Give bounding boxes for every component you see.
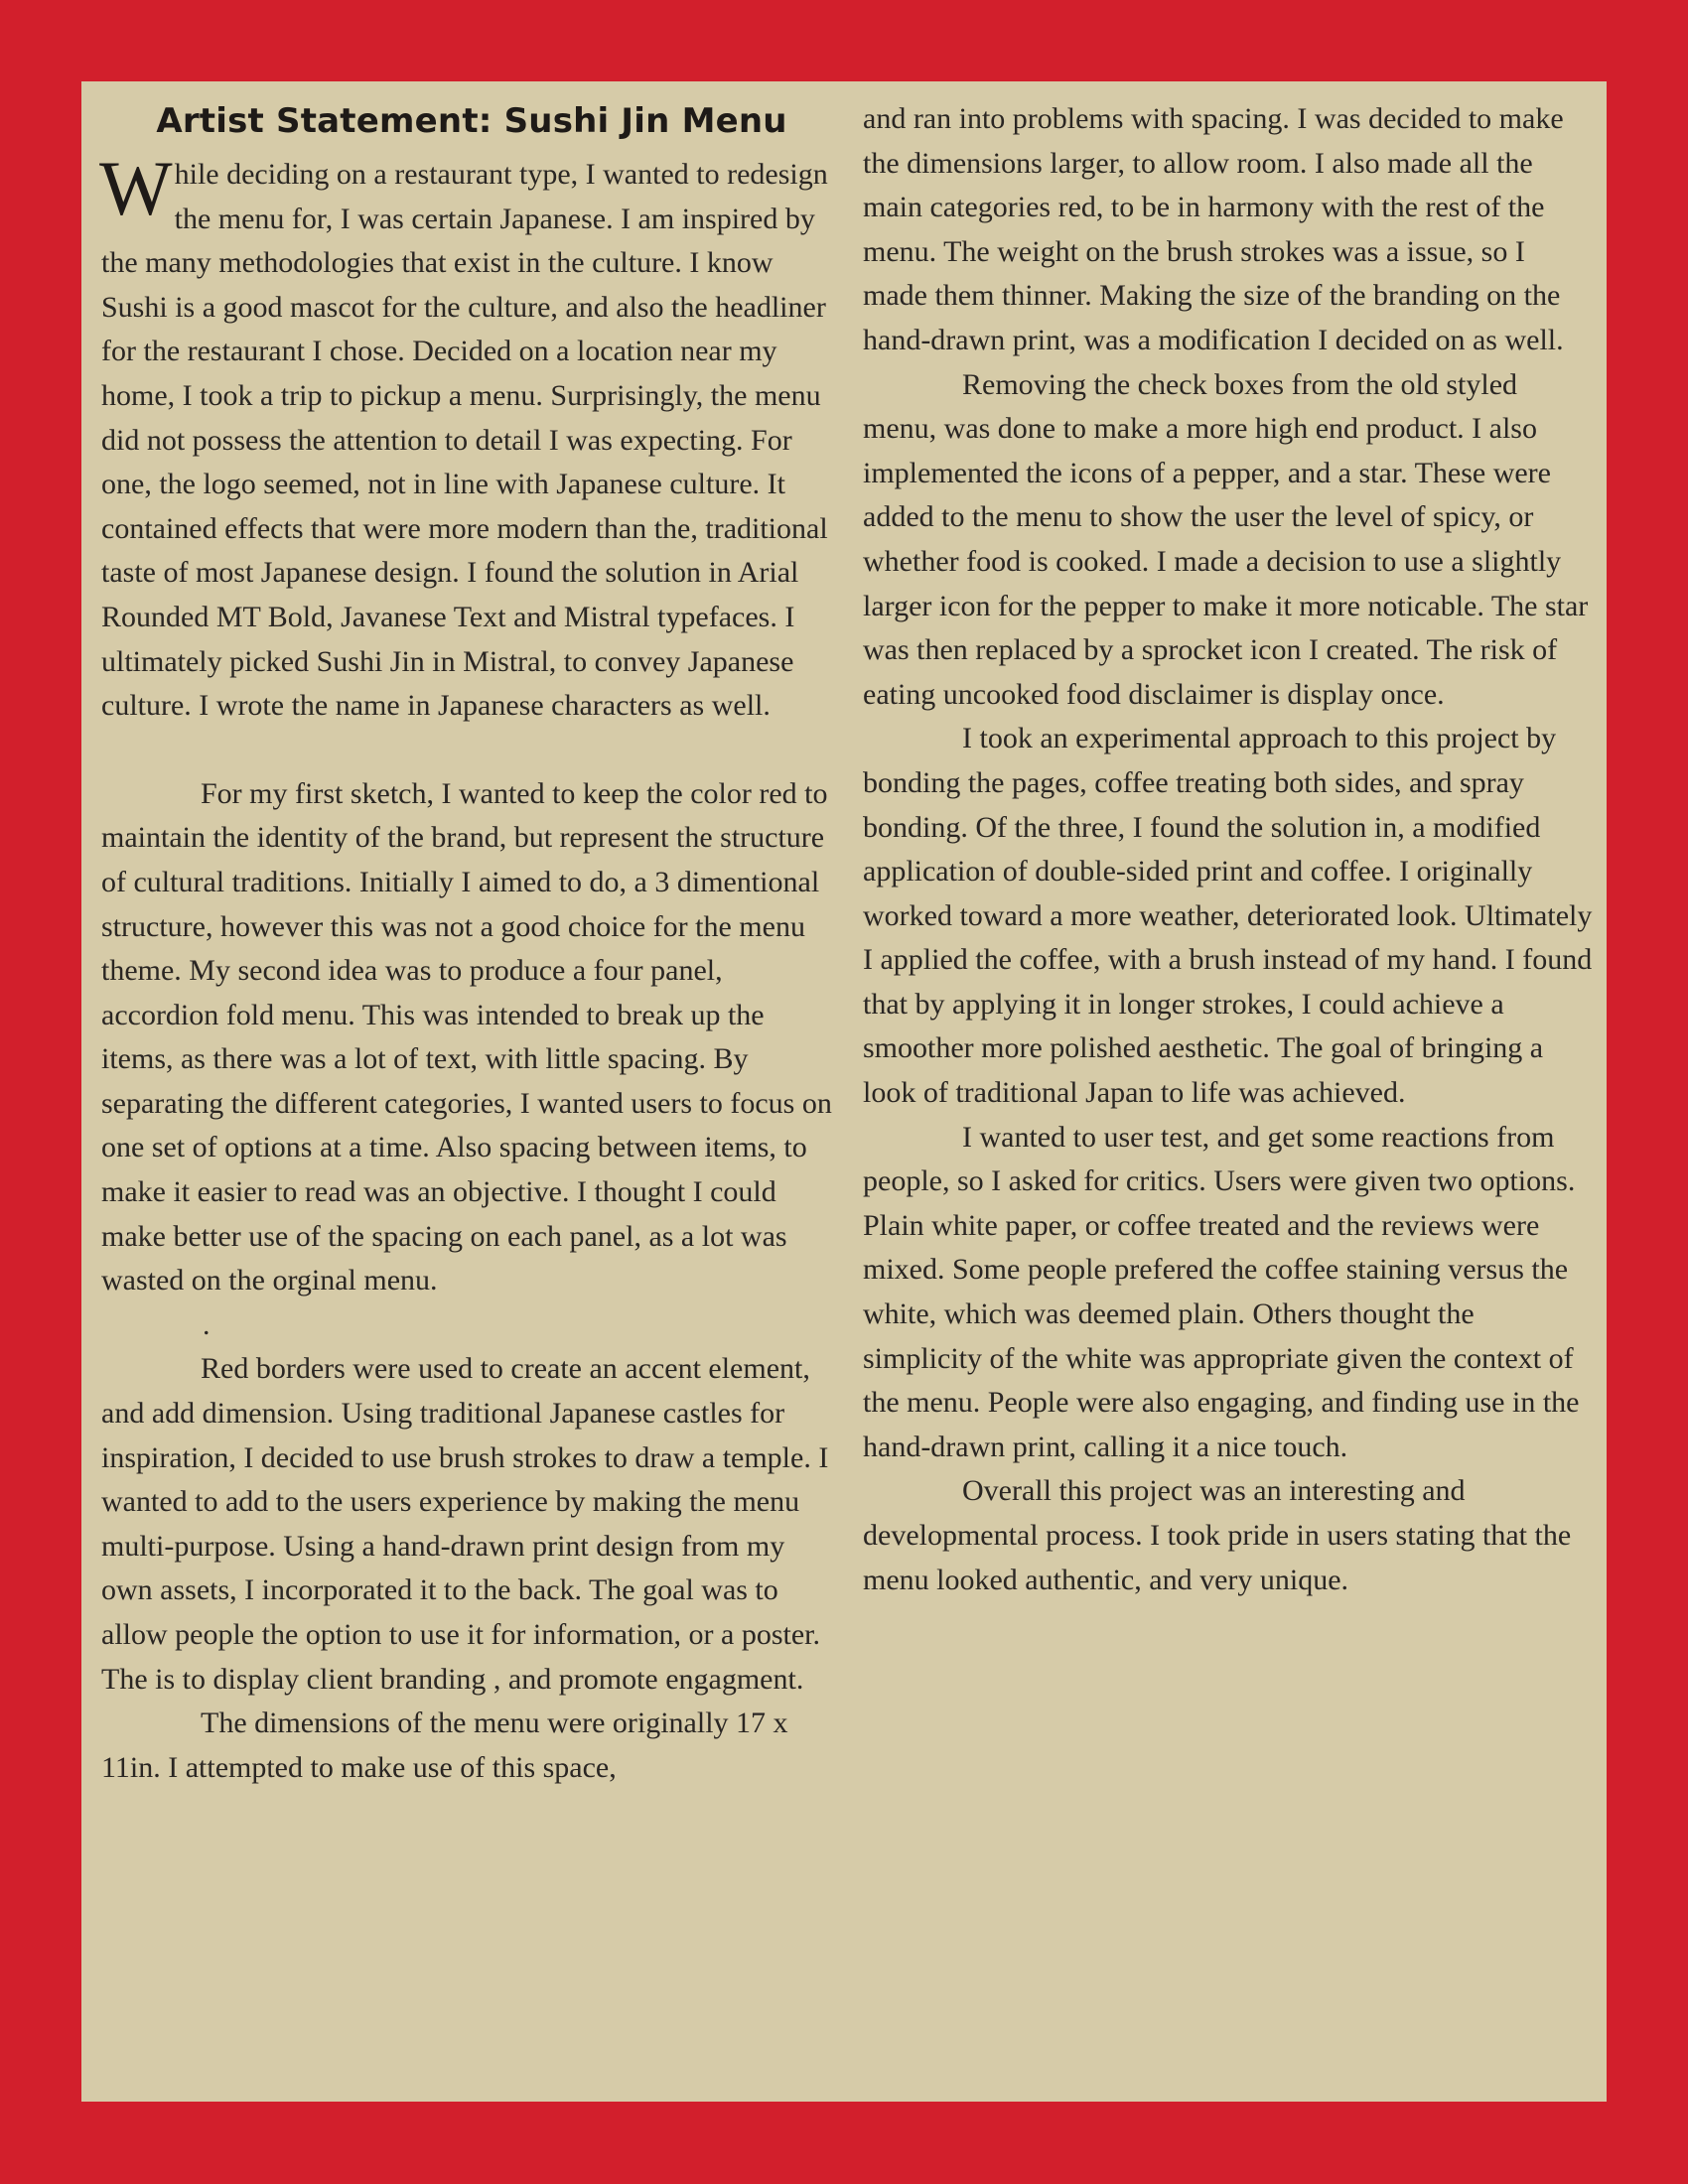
paragraph-first-sketch: For my first sketch, I wanted to keep the color red to maintain the identity of the brand, but represent the structure of cultural traditions. Initially I aimed to do, a 3 dimentional structure, however this was not a good choice for the menu theme. My second idea was to produce a four panel, accordion fold menu. This was intended to break up the items, as there was a lot of text, with little spacing. By separating the different categories, I wanted users to focus on one set of options at a time. Also spacing between items, to make it easier to read was an objective. I thought I could make better use of the spacing on each panel, as a lot was wasted on the orginal menu.	[101, 776, 832, 1297]
stray-dot: .	[203, 1307, 211, 1341]
page-title: Artist Statement: Sushi Jin Menu	[156, 101, 787, 141]
left-column	[101, 81, 842, 1790]
right-column	[863, 97, 1593, 1602]
paragraph-intro-text: hile deciding on a restaurant type, I wanted to redesign the menu for, I was certain Japanese. I am inspired by the many methodologies that exist in the culture. I know Sushi is a good mascot for the culture, and also the headliner for the restaurant I chose. Decided on a location near my home, I took a trip to pickup a menu. Surprisingly, the menu did not possess the attention to detail I was expecting. For one, the logo seemed, not in line with Japanese culture. It contained effects that were more modern than the, traditional taste of most Japanese design. I found the solution in Arial Rounded MT Bold, Javanese Text and Mistral typefaces. I ultimately picked Sushi Jin in Mistral, to convey Japanese culture. I wrote the name in Japanese characters as well.	[101, 158, 828, 723]
paragraph-intro	[99, 145, 842, 729]
paragraph-red-borders: Red borders were used to create an accent element, and add dimension. Using traditional Japanese castles for inspiration, I decided to use brush strokes to draw a temple. I wanted to add to the users experience by making the menu multi-purpose. Using a hand-drawn print design from my own assets, I incorporated it to the back. The goal was to allow people the option to use it for information, or a poster. The is to display client branding , and promote engagment.	[101, 1352, 829, 1696]
paragraph-overall: Overall this project was an interesting and developmental process. I took pride in users stating that the menu looked authentic, and very unique.	[863, 1474, 1572, 1596]
paragraph-check-boxes: Removing the check boxes from the old styled menu, was done to make a more high end product. I also implemented the icons of a pepper, and a star. These were added to the menu to show the user the level of spicy, or whether food is cooked. I made a decision to use a slightly larger icon for the pepper to make it more noticable. The star was then replaced by a sprocket icon I created. The risk of eating uncooked food disclaimer is display once.	[863, 367, 1589, 711]
paragraph-dimensions: The dimensions of the menu were originally 17 x 11in. I attempted to make use of this space,	[101, 1706, 788, 1784]
paragraph-spacing-continued: and ran into problems with spacing. I was decided to make the dimensions larger, to allow room. I also made all the main categories red, to be in harmony with the rest of the menu. The weight on the brush strokes was a issue, so I made them thinner. Making the size of the branding on the hand-drawn print, was a modification I decided on as well.	[863, 102, 1564, 356]
paragraph-user-test: I wanted to user test, and get some reactions from people, so I asked for critics. Users were given two options. Plain white paper, or coffee treated and the reviews were mixed. Some people prefered the coffee staining versus the white, which was deemed plain. Others thought the simplicity of the white was appropriate given the context of the menu. People were also engaging, and finding use in the hand-drawn print, calling it a nice touch.	[863, 1120, 1580, 1463]
paragraph-gap	[101, 729, 842, 772]
page-panel	[81, 81, 1607, 2102]
paragraph-experimental: I took an experimental approach to this project by bonding the pages, coffee treating both sides, and spray bonding. Of the three, I found the solution in, a modified application of double-sided print and coffee. I originally worked toward a more weather, deteriorated look. Ultimately I applied the coffee, with a brush instead of my hand. I found that by applying it in longer strokes, I could achieve a smoother more polished aesthetic. The goal of bringing a look of traditional Japan to life was achieved.	[863, 722, 1593, 1110]
drop-cap: W	[99, 145, 173, 231]
